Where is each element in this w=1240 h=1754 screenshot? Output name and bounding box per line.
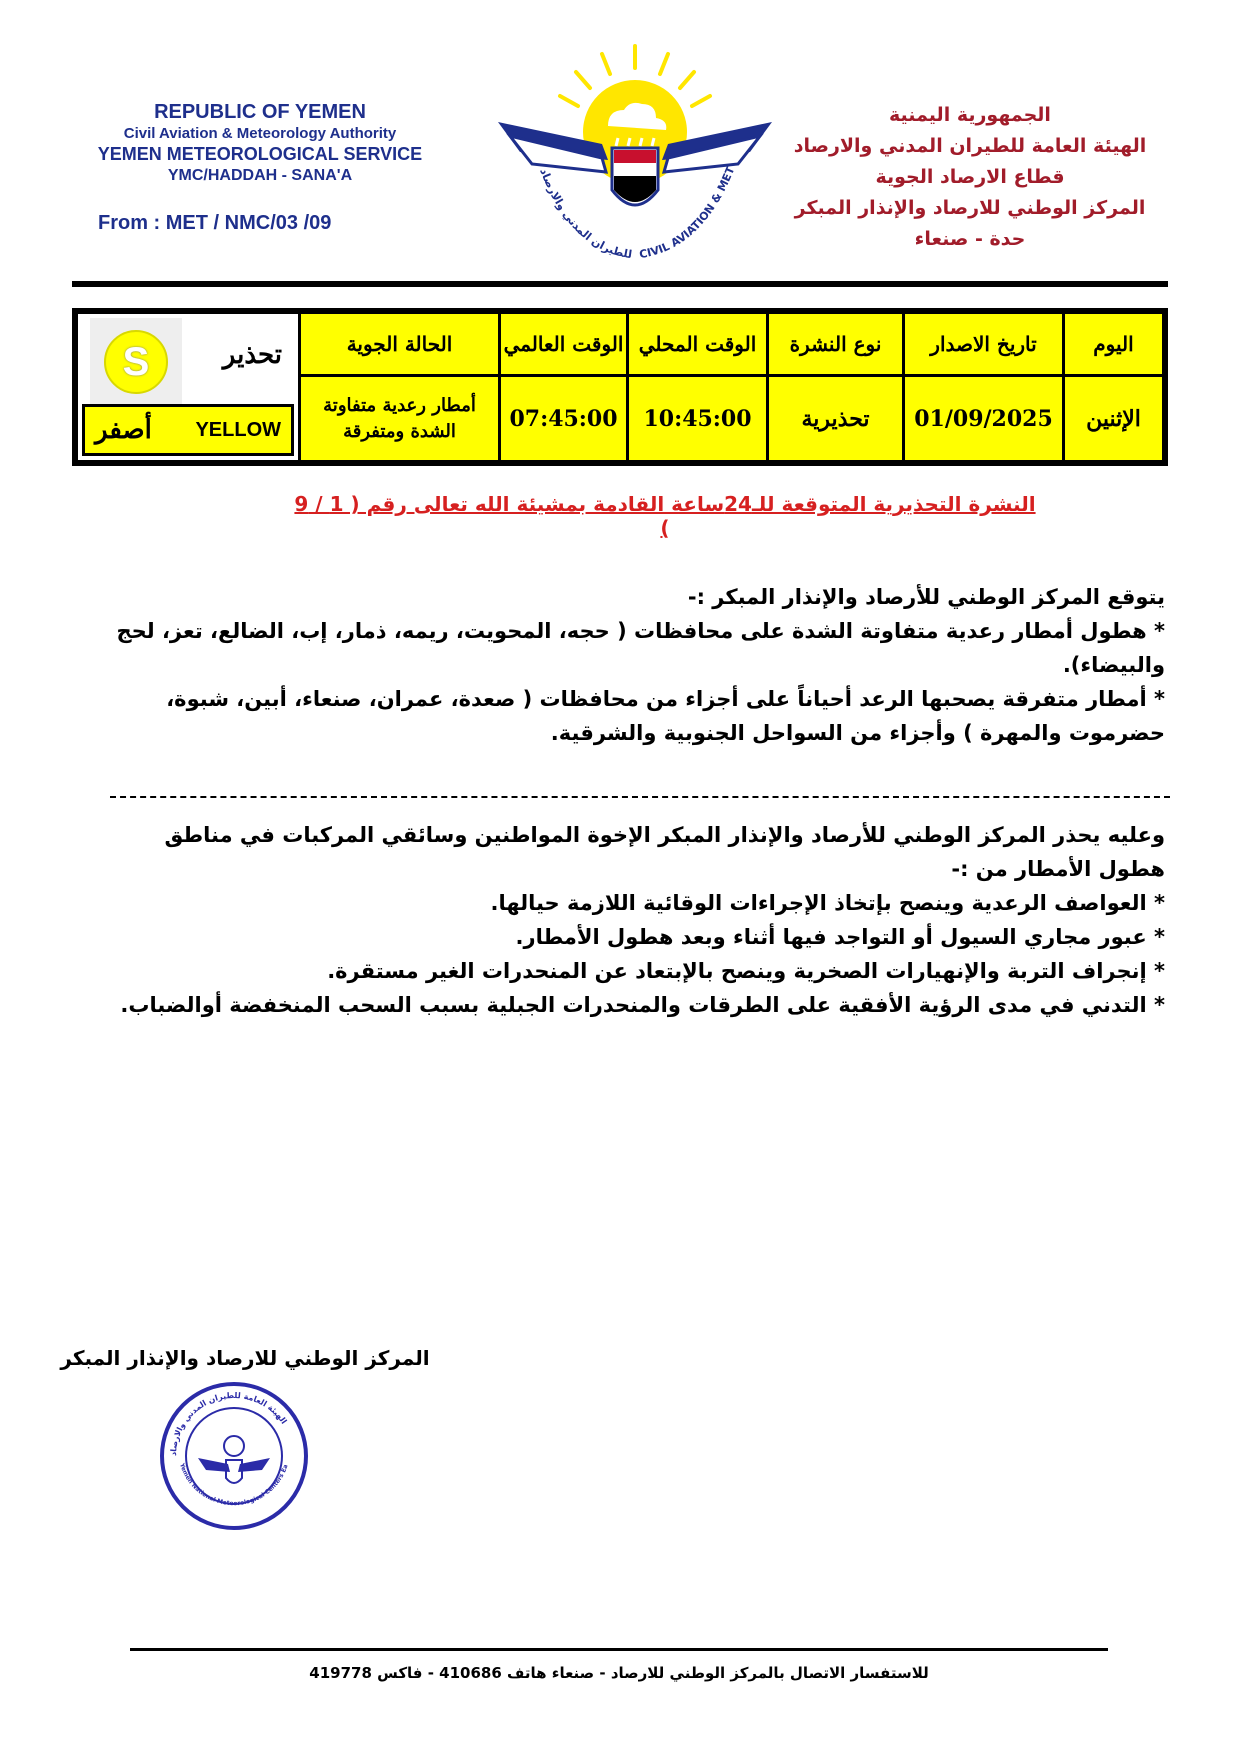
warning-bullet-2: * عبور مجاري السيول أو التواجد فيها أثناء وبعد هطول الأمطار. — [515, 925, 1165, 949]
warning-bullet-1: * العواصف الرعدية وينصح بإتخاذ الإجراءات الوقائية اللازمة حيالها. — [490, 891, 1165, 915]
bulletin-subtitle: النشرة التحذيرية المتوقعة للـ24ساعة القادمة بمشيئة الله تعالى رقم ( 1 / 9 ) — [294, 492, 1036, 540]
from-reference: From : MET / NMC/03 /09 — [98, 212, 332, 234]
warning-intro: وعليه يحذر المركز الوطني للأرصاد والإنذار المبكر الإخوة المواطنين وسائقي المركبات في مناطق هطول الأمطار من :- — [164, 823, 1165, 881]
warning-level — [82, 404, 294, 456]
forecast-bullet-2: * أمطار متفرقة يصحبها الرعد أحياناً على أجزاء من محافظات ( صعدة، عمران، صنعاء، أبين، شبوة، حضرموت والمهرة ) وأجزاء من السواحل الجنوبية والشرقية. — [166, 687, 1165, 745]
footer-divider — [130, 1648, 1108, 1651]
header-utc-time: الوقت العالمي — [500, 313, 628, 376]
authority-logo — [490, 40, 780, 270]
header-ar-line4: المركز الوطني للارصاد والإنذار المبكر — [794, 197, 1146, 219]
forecast-bullet-1: * هطول أمطار رعدية متفاوتة الشدة على محافظات ( حجه، المحويت، ريمه، ذمار، إب، الضالع، تعز، لحج والبيضاء). — [116, 619, 1165, 677]
warning-section — [105, 818, 1165, 1022]
warning-level-en: YELLOW — [195, 418, 281, 441]
header-day: اليوم — [1064, 313, 1164, 376]
header-ar-line3: قطاع الارصاد الجوية — [875, 166, 1065, 188]
header-ar-line5: حدة - صنعاء — [914, 228, 1026, 250]
svg-text:الهيئة العامة للطيران المدني و: الهيئة العامة للطيران المدني والارصاد — [168, 1390, 289, 1457]
s-badge-icon: S — [104, 330, 168, 394]
value-day: الإثنين — [1064, 376, 1164, 462]
header-en-line1: REPUBLIC OF YEMEN — [154, 101, 366, 123]
warning-bullet-3: * إنجراف التربة والإنهيارات الصخرية وينصح بالإبتعاد عن المنحدرات الغير مستقرة. — [327, 959, 1165, 983]
value-weather: أمطار رعدية متفاوتة الشدة ومتفرقة — [300, 376, 500, 462]
warning-badge — [90, 318, 182, 410]
header-issue-date: تاريخ الاصدار — [904, 313, 1064, 376]
value-utc-time: 07:45:00 — [500, 376, 628, 462]
value-bulletin-type: تحذيرية — [768, 376, 904, 462]
official-stamp — [158, 1380, 310, 1532]
header-ar-line2: الهيئة العامة للطيران المدني والارصاد — [793, 135, 1147, 157]
value-issue-date: 01/09/2025 — [904, 376, 1064, 462]
stamp-icon — [158, 1380, 310, 1532]
bulletin-info-table — [72, 308, 1168, 466]
header-en-line3: YEMEN METEOROLOGICAL SERVICE — [97, 144, 423, 164]
footer-contact: للاستفسار الاتصال بالمركز الوطني للارصاد - صنعاء هاتف 410686 - فاكس 419778 — [309, 1664, 929, 1682]
forecast-intro: يتوقع المركز الوطني للأرصاد والإنذار المبكر :- — [687, 585, 1165, 609]
warning-cell — [77, 313, 300, 462]
header-ar-line1: الجمهورية اليمنية — [889, 104, 1051, 126]
section-divider — [110, 796, 1170, 798]
svg-text:الهيئة العامة للطيران المدني و: للطيران المدني والارصاد — [537, 166, 633, 262]
warning-label: تحذير — [222, 340, 282, 370]
warning-level-ar: أصفر — [95, 415, 152, 445]
header-english — [80, 100, 440, 186]
header-bulletin-type: نوع النشرة — [768, 313, 904, 376]
svg-text:Yemen National Meteorological: Yemen National Meteorological Centers Ea — [178, 1462, 290, 1508]
header-divider — [72, 281, 1168, 287]
logo-icon — [490, 40, 780, 270]
svg-text:CIVIL AVIATION & METEROLOGY AU: CIVIL AVIATION & MET — [638, 164, 738, 262]
header-local-time: الوقت المحلي — [628, 313, 768, 376]
header-arabic — [760, 100, 1180, 255]
value-local-time: 10:45:00 — [628, 376, 768, 462]
header-weather: الحالة الجوية — [300, 313, 500, 376]
header-en-line2: Civil Aviation & Meteorology Authority — [123, 125, 397, 142]
signature-text: المركز الوطني للارصاد والإنذار المبكر — [60, 1346, 430, 1370]
header-en-line4: YMC/HADDAH - SANA'A — [167, 167, 353, 184]
forecast-section — [105, 580, 1165, 750]
warning-bullet-4: * التدني في مدى الرؤية الأفقية على الطرقات والمنحدرات الجبلية بسبب السحب المنخفضة أوالضباب. — [120, 993, 1165, 1017]
